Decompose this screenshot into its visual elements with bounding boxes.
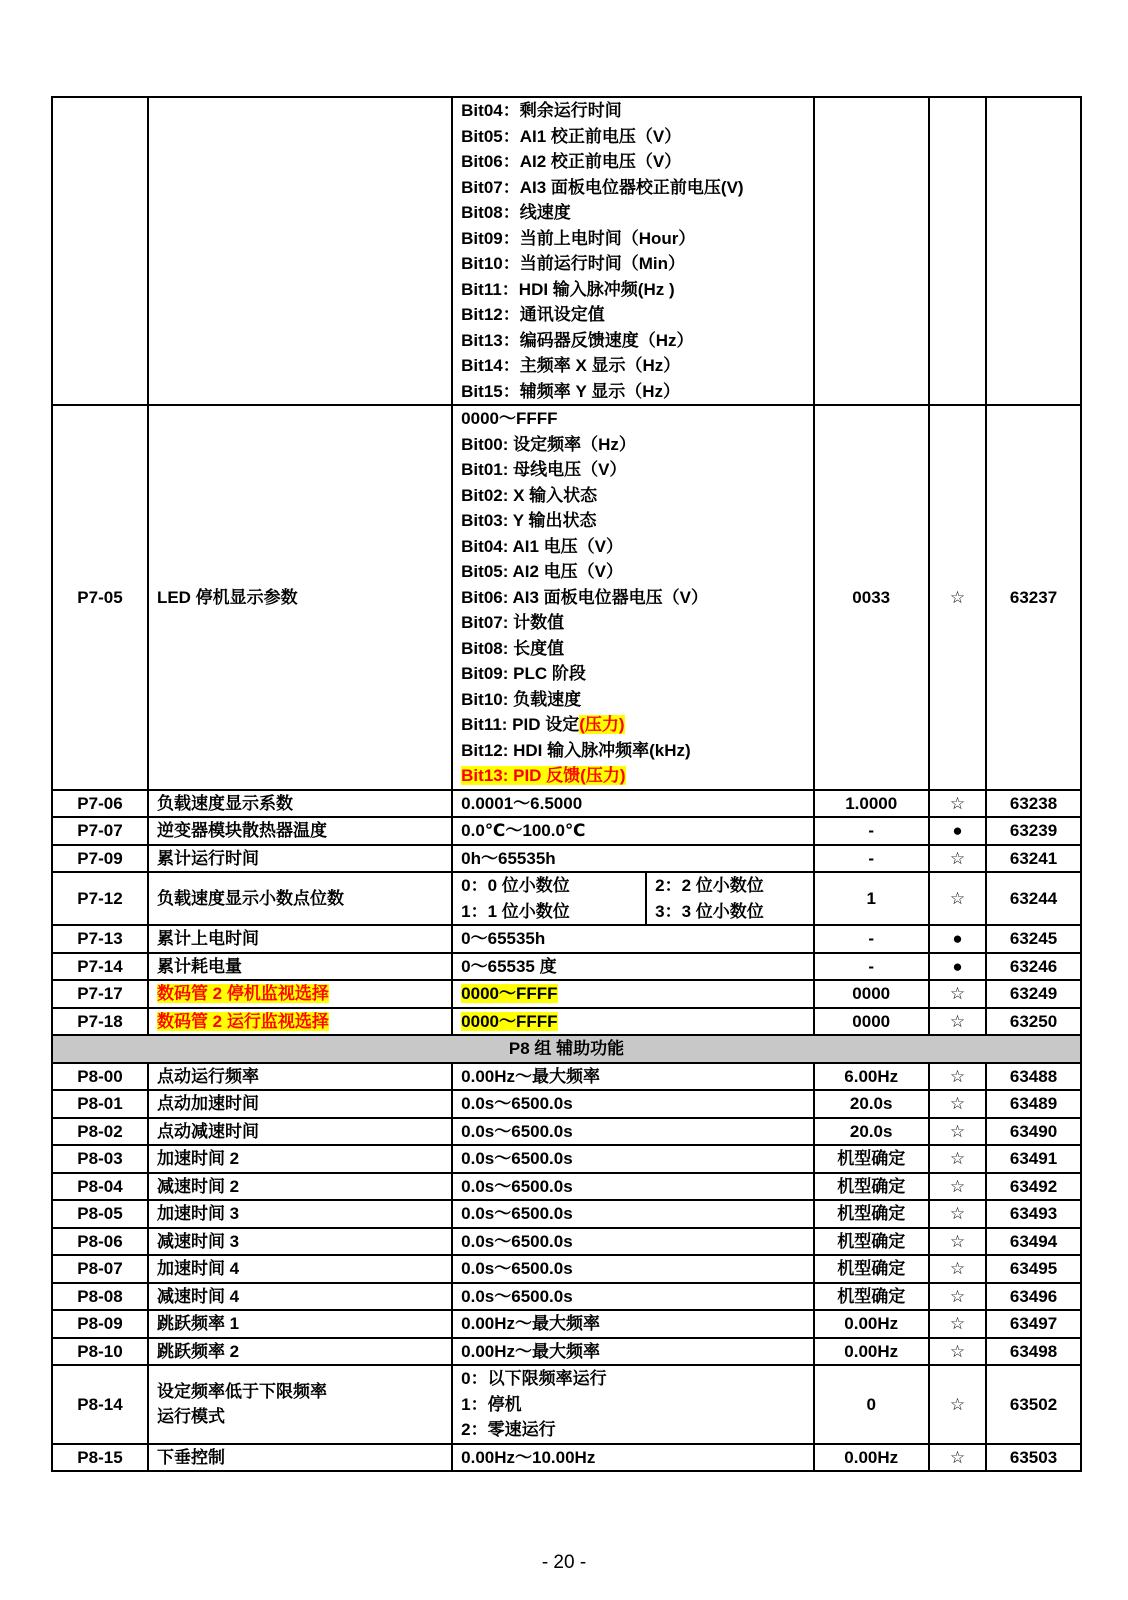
highlight-text: 0000～FFFF bbox=[461, 1011, 558, 1031]
modify-star-icon: ☆ bbox=[929, 1145, 986, 1173]
modify-star-icon: ☆ bbox=[929, 1255, 986, 1283]
param-name: 累计运行时间 bbox=[148, 845, 452, 873]
modify-star-icon: ☆ bbox=[929, 1444, 986, 1472]
param-default: - bbox=[814, 925, 929, 953]
group-title: P8 组 辅助功能 bbox=[52, 1035, 1081, 1063]
param-address: 63488 bbox=[986, 1063, 1081, 1091]
modify-star-icon: ☆ bbox=[929, 1118, 986, 1146]
param-default: - bbox=[814, 953, 929, 981]
param-name: 跳跃频率 2 bbox=[148, 1338, 452, 1366]
desc-line: Bit12：通讯设定值 bbox=[461, 305, 605, 324]
modify-star-icon: ☆ bbox=[929, 1200, 986, 1228]
param-range: 0.0001～6.5000 bbox=[452, 790, 813, 818]
param-address: 63241 bbox=[986, 845, 1081, 873]
param-name: 减速时间 3 bbox=[148, 1228, 452, 1256]
param-code: P8-01 bbox=[52, 1090, 148, 1118]
param-name: 负载速度显示小数点位数 bbox=[148, 872, 452, 925]
param-code: P8-15 bbox=[52, 1444, 148, 1472]
param-code: P7-18 bbox=[52, 1008, 148, 1036]
param-address: 63246 bbox=[986, 953, 1081, 981]
param-default: - bbox=[814, 817, 929, 845]
table-row bbox=[52, 1173, 1081, 1201]
page-number: - 20 - bbox=[541, 1552, 587, 1573]
desc-line: Bit00: 设定频率（Hz） bbox=[461, 434, 636, 454]
param-name: 点动加速时间 bbox=[148, 1090, 452, 1118]
param-name-cell bbox=[148, 980, 452, 1008]
param-default: 机型确定 bbox=[814, 1283, 929, 1311]
param-address: 63502 bbox=[986, 1365, 1081, 1444]
table-row bbox=[52, 1200, 1081, 1228]
option-line: 0：0 位小数位 bbox=[461, 876, 570, 895]
option-line: 1：1 位小数位 bbox=[461, 901, 570, 921]
param-code: P8-09 bbox=[52, 1310, 148, 1338]
param-code: P7-09 bbox=[52, 845, 148, 873]
param-name: LED 停机显示参数 bbox=[148, 405, 452, 790]
highlight-text: 数码管 2 运行监视选择 bbox=[156, 1011, 329, 1031]
table-row bbox=[52, 1063, 1081, 1091]
param-code: P8-06 bbox=[52, 1228, 148, 1256]
param-code: P8-14 bbox=[52, 1365, 148, 1444]
param-default: - bbox=[814, 845, 929, 873]
param-address: 63492 bbox=[986, 1173, 1081, 1201]
param-code: P7-13 bbox=[52, 925, 148, 953]
param-default: 0033 bbox=[814, 405, 929, 790]
param-name-line: 运行模式 bbox=[156, 1407, 225, 1427]
table-row-continuation bbox=[52, 97, 1081, 405]
address-cell bbox=[986, 97, 1081, 405]
table-row-p8-14 bbox=[52, 1365, 1081, 1444]
param-default: 20.0s bbox=[814, 1118, 929, 1146]
desc-line: Bit09：当前上电时间（Hour） bbox=[461, 228, 696, 248]
table-row bbox=[52, 1444, 1081, 1472]
desc-line: Bit12: HDI 输入脉冲频率(kHz) bbox=[461, 740, 691, 760]
param-range-cell bbox=[452, 1008, 813, 1036]
name-cell bbox=[148, 97, 452, 405]
modify-star-icon: ☆ bbox=[929, 872, 986, 925]
param-address: 63496 bbox=[986, 1283, 1081, 1311]
desc-line: Bit06：AI2 校正前电压（V） bbox=[461, 152, 682, 171]
param-range-cell bbox=[452, 980, 813, 1008]
modify-star-icon: ☆ bbox=[929, 1228, 986, 1256]
table-row bbox=[52, 1338, 1081, 1366]
desc-line: Bit11：HDI 输入脉冲频(Hz ) bbox=[461, 279, 675, 299]
param-name: 跳跃频率 1 bbox=[148, 1310, 452, 1338]
desc-line bbox=[461, 763, 804, 789]
desc-line: Bit05: AI2 电压（V） bbox=[461, 562, 623, 581]
table-row bbox=[52, 845, 1081, 873]
param-name-line: 设定频率低于下限频率 bbox=[156, 1381, 327, 1401]
table-row bbox=[52, 953, 1081, 981]
param-range: 0.0s～6500.0s bbox=[452, 1228, 813, 1256]
desc-line: Bit14：主频率 X 显示（Hz） bbox=[461, 356, 681, 375]
modify-star-icon: ☆ bbox=[929, 1008, 986, 1036]
param-default: 0.00Hz bbox=[814, 1310, 929, 1338]
parameter-table bbox=[51, 96, 1082, 1472]
param-range: 0.0s～6500.0s bbox=[452, 1145, 813, 1173]
param-name: 下垂控制 bbox=[148, 1444, 452, 1472]
param-name: 减速时间 2 bbox=[148, 1173, 452, 1201]
desc-line: Bit07: 计数值 bbox=[461, 613, 565, 632]
default-cell bbox=[814, 97, 929, 405]
group-header-row bbox=[52, 1035, 1081, 1063]
desc-line: Bit07：AI3 面板电位器校正前电压(V) bbox=[461, 177, 744, 197]
table-row bbox=[52, 1118, 1081, 1146]
param-range: 0.0s～6500.0s bbox=[452, 1090, 813, 1118]
table-row bbox=[52, 1283, 1081, 1311]
param-name: 加速时间 2 bbox=[148, 1145, 452, 1173]
param-default: 机型确定 bbox=[814, 1145, 929, 1173]
param-default: 机型确定 bbox=[814, 1255, 929, 1283]
param-address: 63494 bbox=[986, 1228, 1081, 1256]
desc-text: Bit11: PID 设定 bbox=[461, 715, 580, 734]
desc-line: Bit02: X 输入状态 bbox=[461, 485, 598, 505]
table-row-p7-05 bbox=[52, 405, 1081, 790]
param-name: 点动运行频率 bbox=[148, 1063, 452, 1091]
param-name: 负载速度显示系数 bbox=[148, 790, 452, 818]
desc-line: Bit09: PLC 阶段 bbox=[461, 664, 586, 683]
param-name-cell bbox=[148, 1365, 452, 1444]
desc-line: Bit08：线速度 bbox=[461, 203, 571, 222]
param-address: 63250 bbox=[986, 1008, 1081, 1036]
table-row bbox=[52, 817, 1081, 845]
highlight-text: Bit13: PID 反馈(压力) bbox=[461, 766, 626, 785]
modify-star-icon: ☆ bbox=[929, 1173, 986, 1201]
param-range: 0.0s～6500.0s bbox=[452, 1283, 813, 1311]
param-name: 减速时间 4 bbox=[148, 1283, 452, 1311]
param-address: 63249 bbox=[986, 980, 1081, 1008]
param-code: P8-04 bbox=[52, 1173, 148, 1201]
desc-line: Bit05：AI1 校正前电压（V） bbox=[461, 126, 682, 146]
code-cell bbox=[52, 97, 148, 405]
desc-line: Bit04：剩余运行时间 bbox=[461, 101, 622, 120]
desc-line: Bit10: 负载速度 bbox=[461, 689, 582, 709]
table-row bbox=[52, 790, 1081, 818]
param-range: 0.00Hz～10.00Hz bbox=[452, 1444, 813, 1472]
param-name: 加速时间 4 bbox=[148, 1255, 452, 1283]
option-line: 2：2 位小数位 bbox=[655, 876, 764, 895]
param-default: 机型确定 bbox=[814, 1200, 929, 1228]
table-row-p7-12 bbox=[52, 872, 1081, 925]
modify-star-icon: ☆ bbox=[929, 1310, 986, 1338]
desc-line: Bit10：当前运行时间（Min） bbox=[461, 254, 685, 273]
modify-star-icon: ☆ bbox=[929, 790, 986, 818]
table-row bbox=[52, 1090, 1081, 1118]
desc-line: Bit04: AI1 电压（V） bbox=[461, 536, 623, 556]
param-address: 63491 bbox=[986, 1145, 1081, 1173]
param-default: 机型确定 bbox=[814, 1173, 929, 1201]
option-line: 3：3 位小数位 bbox=[655, 901, 764, 921]
desc-line: Bit01: 母线电压（V） bbox=[461, 460, 627, 479]
desc-line: 0000～FFFF bbox=[461, 409, 558, 428]
option-line: 2：零速运行 bbox=[461, 1420, 556, 1439]
param-name: 点动减速时间 bbox=[148, 1118, 452, 1146]
modify-star-icon: ☆ bbox=[929, 980, 986, 1008]
param-range: 0.0s～6500.0s bbox=[452, 1118, 813, 1146]
param-address: 63498 bbox=[986, 1338, 1081, 1366]
table-row bbox=[52, 980, 1081, 1008]
param-address: 63490 bbox=[986, 1118, 1081, 1146]
option-cell-right bbox=[646, 872, 813, 925]
highlight-text: 0000～FFFF bbox=[461, 984, 558, 1003]
param-range: 0.00Hz～最大频率 bbox=[452, 1310, 813, 1338]
param-range: 0.0s～6500.0s bbox=[452, 1173, 813, 1201]
param-default: 0000 bbox=[814, 980, 929, 1008]
param-address: 63489 bbox=[986, 1090, 1081, 1118]
param-address: 63495 bbox=[986, 1255, 1081, 1283]
param-default: 6.00Hz bbox=[814, 1063, 929, 1091]
param-default: 1 bbox=[814, 872, 929, 925]
param-default: 0.00Hz bbox=[814, 1444, 929, 1472]
param-name-cell bbox=[148, 1008, 452, 1036]
highlight-text: 数码管 2 停机监视选择 bbox=[156, 984, 329, 1003]
param-name: 累计上电时间 bbox=[148, 925, 452, 953]
modify-star-icon: ☆ bbox=[929, 1338, 986, 1366]
modify-cell bbox=[929, 97, 986, 405]
param-default: 20.0s bbox=[814, 1090, 929, 1118]
param-range: 0.00Hz～最大频率 bbox=[452, 1063, 813, 1091]
desc-line: Bit06: AI3 面板电位器电压（V） bbox=[461, 587, 708, 607]
param-code: P8-08 bbox=[52, 1283, 148, 1311]
param-default: 1.0000 bbox=[814, 790, 929, 818]
param-name: 累计耗电量 bbox=[148, 953, 452, 981]
param-code: P8-02 bbox=[52, 1118, 148, 1146]
table-row bbox=[52, 1310, 1081, 1338]
option-cell-left bbox=[452, 872, 646, 925]
param-range: 0.0℃～100.0℃ bbox=[452, 817, 813, 845]
table-row bbox=[52, 1228, 1081, 1256]
option-line: 0：以下限频率运行 bbox=[461, 1369, 607, 1388]
param-range: 0.0s～6500.0s bbox=[452, 1200, 813, 1228]
param-default: 0 bbox=[814, 1365, 929, 1444]
modify-star-icon: ☆ bbox=[929, 1063, 986, 1091]
param-address: 63237 bbox=[986, 405, 1081, 790]
param-address: 63244 bbox=[986, 872, 1081, 925]
modify-star-icon: ☆ bbox=[929, 405, 986, 790]
range-cell bbox=[452, 1365, 813, 1444]
param-code: P8-05 bbox=[52, 1200, 148, 1228]
table-row bbox=[52, 1145, 1081, 1173]
param-code: P8-03 bbox=[52, 1145, 148, 1173]
table-row bbox=[52, 925, 1081, 953]
highlight-text: (压力) bbox=[579, 715, 625, 734]
modify-dot-icon: ● bbox=[929, 925, 986, 953]
param-name: 逆变器模块散热器温度 bbox=[148, 817, 452, 845]
param-address: 63503 bbox=[986, 1444, 1081, 1472]
table-row bbox=[52, 1255, 1081, 1283]
param-range: 0.00Hz～最大频率 bbox=[452, 1338, 813, 1366]
desc-line: Bit03: Y 输出状态 bbox=[461, 511, 597, 530]
range-cell bbox=[452, 97, 813, 405]
param-range: 0.0s～6500.0s bbox=[452, 1255, 813, 1283]
modify-dot-icon: ● bbox=[929, 817, 986, 845]
param-code: P7-06 bbox=[52, 790, 148, 818]
param-code: P8-10 bbox=[52, 1338, 148, 1366]
param-default: 0.00Hz bbox=[814, 1338, 929, 1366]
table-row bbox=[52, 1008, 1081, 1036]
param-name: 加速时间 3 bbox=[148, 1200, 452, 1228]
param-range: 0h～65535h bbox=[452, 845, 813, 873]
param-range: 0～65535 度 bbox=[452, 953, 813, 981]
param-default: 机型确定 bbox=[814, 1228, 929, 1256]
desc-line: Bit08: 长度值 bbox=[461, 638, 565, 658]
param-address: 63493 bbox=[986, 1200, 1081, 1228]
option-line: 1：停机 bbox=[461, 1394, 522, 1414]
param-default: 0000 bbox=[814, 1008, 929, 1036]
desc-line bbox=[461, 712, 804, 738]
param-address: 63239 bbox=[986, 817, 1081, 845]
param-code: P7-17 bbox=[52, 980, 148, 1008]
param-code: P7-07 bbox=[52, 817, 148, 845]
modify-star-icon: ☆ bbox=[929, 845, 986, 873]
param-range: 0～65535h bbox=[452, 925, 813, 953]
param-code: P7-05 bbox=[52, 405, 148, 790]
desc-line: Bit15：辅频率 Y 显示（Hz） bbox=[461, 381, 680, 401]
param-code: P8-07 bbox=[52, 1255, 148, 1283]
param-code: P7-12 bbox=[52, 872, 148, 925]
desc-line: Bit13：编码器反馈速度（Hz） bbox=[461, 330, 694, 350]
param-code: P8-00 bbox=[52, 1063, 148, 1091]
modify-star-icon: ☆ bbox=[929, 1090, 986, 1118]
param-address: 63238 bbox=[986, 790, 1081, 818]
param-address: 63245 bbox=[986, 925, 1081, 953]
param-address: 63497 bbox=[986, 1310, 1081, 1338]
modify-star-icon: ☆ bbox=[929, 1365, 986, 1444]
param-code: P7-14 bbox=[52, 953, 148, 981]
modify-star-icon: ☆ bbox=[929, 1283, 986, 1311]
range-cell bbox=[452, 405, 813, 790]
modify-dot-icon: ● bbox=[929, 953, 986, 981]
